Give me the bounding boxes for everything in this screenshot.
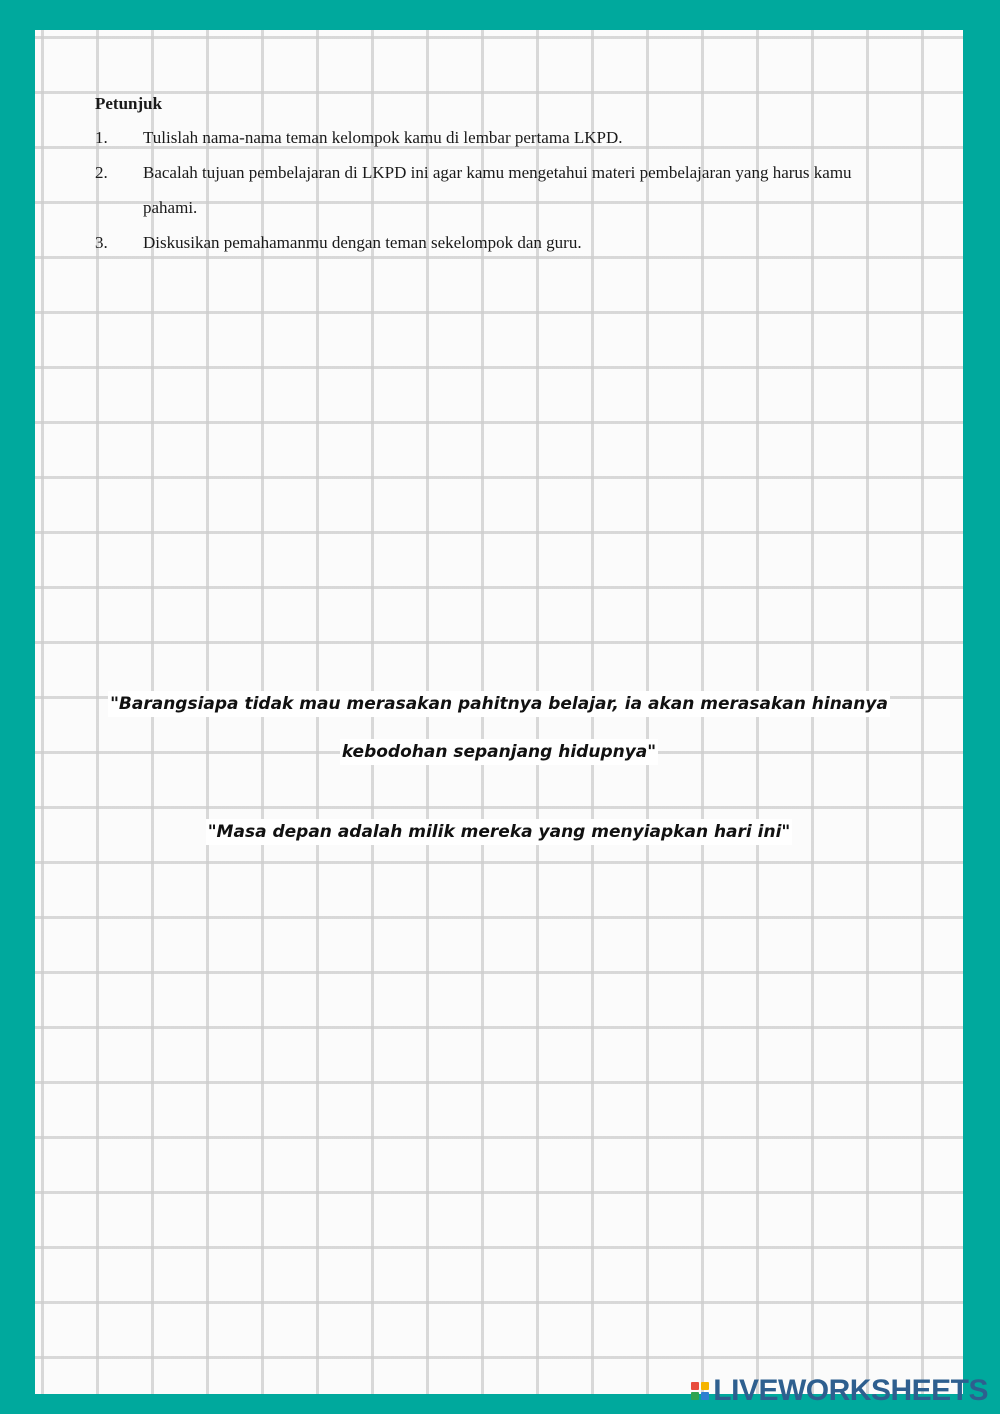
instructions-title: Petunjuk — [95, 94, 163, 113]
instruction-number: 1. — [95, 128, 108, 147]
motivational-quote-1 — [35, 680, 963, 776]
instruction-item — [95, 120, 905, 155]
instruction-item — [95, 225, 905, 260]
quote-1-line-1: "Barangsiapa tidak mau merasakan pahitnya belajar, ia akan merasakan hinanya — [108, 691, 890, 717]
motivational-quote-2 — [35, 822, 963, 842]
instruction-number: 2. — [95, 163, 108, 182]
worksheet-page — [35, 30, 963, 1394]
logo-text: LIVEWORKSHEETS — [713, 1374, 988, 1407]
instructions-section — [95, 90, 905, 260]
liveworksheets-logo-icon — [691, 1382, 709, 1400]
instruction-number: 3. — [95, 233, 108, 252]
liveworksheets-logo — [691, 1374, 988, 1408]
instruction-text: Tulislah nama-nama teman kelompok kamu di lembar pertama LKPD. — [143, 128, 623, 147]
instruction-item — [95, 155, 905, 225]
quote-1-line-2: kebodohan sepanjang hidupnya" — [340, 739, 658, 765]
quote-2-text: "Masa depan adalah milik mereka yang menyiapkan hari ini" — [206, 819, 793, 845]
instruction-text: Diskusikan pemahamanmu dengan teman sekelompok dan guru. — [143, 233, 582, 252]
instruction-text: Bacalah tujuan pembelajaran di LKPD ini agar kamu mengetahui materi pembelajaran yang harus kamu pahami. — [143, 163, 852, 217]
